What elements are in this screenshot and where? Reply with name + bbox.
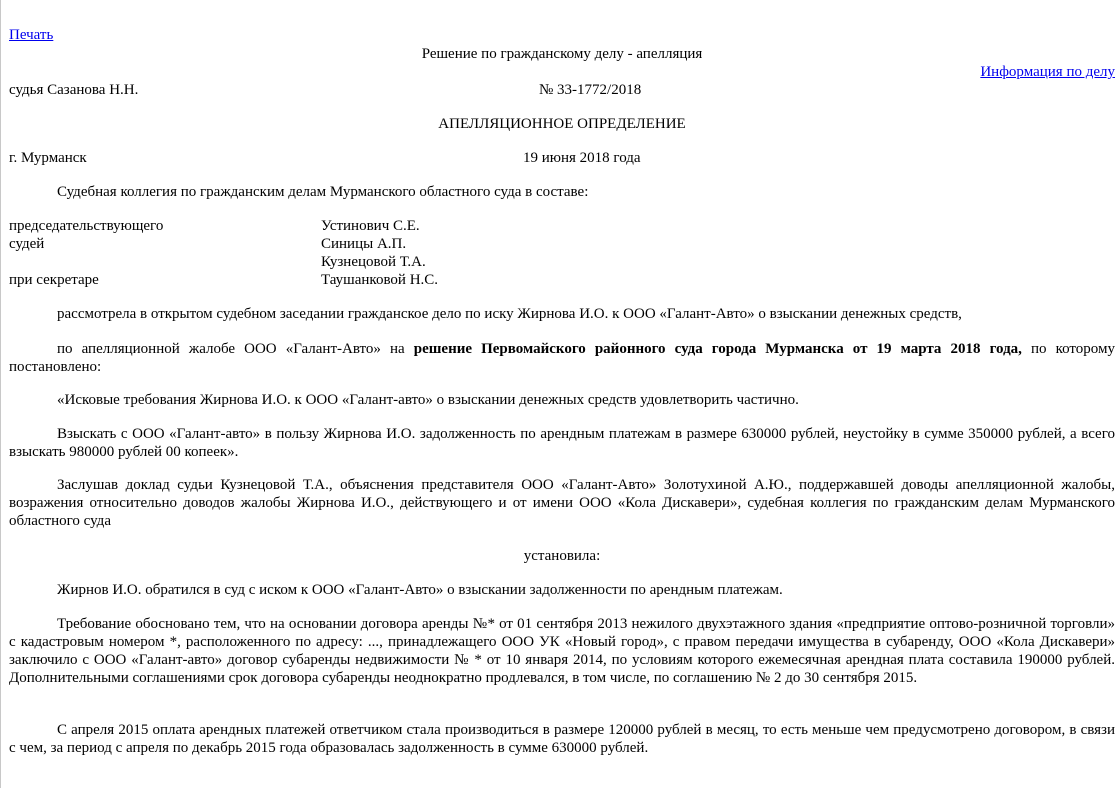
paragraph-debt: С апреля 2015 оплата арендных платежей ответчиком стала производиться в размере 120000 рублей в месяц, то есть меньше чем предусмотрено договором, в связи с чем, за период с апреля по декабрь 2015 года образовалась задолженность в сумме 630000 рублей. (9, 722, 1115, 756)
paragraph-grounds: Требование обосновано тем, что на основании договора аренды №* от 01 сентября 2013 нежилого двухэтажного здания «предприятие оптово-розничной торговли» с кадастровым номером *, расположенного по адресу: ..., принадлежащего ООО УК «Новый город», с правом передачи имущества в субаренду, ООО «Кола Дискавери» заключило с ООО «Галант-авто» договор субаренды недвижимости № * от 10 января 2014, по условиям которого ежемесячная арендная плата составила 190000 рублей. Дополнительными соглашениями срок договора субаренды неоднократно продлевался, в том числе, по соглашению № 2 до 30 сентября 2015. (9, 616, 1115, 686)
paragraph-recovery: Взыскать с ООО «Галант-авто» в пользу Жирнова И.О. задолженность по арендным платежам в размере 630000 рублей, неустойку в сумме 350000 рублей, а всего взыскать 980000 рублей 00 копеек». (9, 426, 1115, 460)
judge-name: судья Сазанова Н.Н. (9, 82, 139, 98)
paragraph-appeal (9, 340, 1115, 376)
appeal-text-end: по которому постановлено: (9, 341, 1115, 375)
decision-date: 19 июня 2018 года (523, 150, 641, 166)
paragraph-claims: «Исковые требования Жирнова И.О. к ООО «Галант-авто» о взыскании денежных средств удовлетворить частично. (57, 392, 799, 408)
composition-name-judge-1: Синицы А.П. (321, 236, 407, 252)
print-link[interactable]: Печать (9, 27, 54, 43)
composition-role-secretary: при секретаре (9, 272, 99, 288)
paragraph-lawsuit: Жирнов И.О. обратился в суд с иском к ООО «Галант-Авто» о взыскании задолженности по арендным платежам. (57, 582, 783, 598)
case-info-link[interactable]: Информация по делу (980, 64, 1115, 80)
composition-name-judge-2: Кузнецовой Т.А. (321, 254, 426, 270)
composition-role-presiding: председательствующего (9, 218, 164, 234)
document-type-heading: АПЕЛЛЯЦИОННОЕ ОПРЕДЕЛЕНИЕ (438, 116, 686, 132)
paragraph-hearing: Заслушав доклад судьи Кузнецовой Т.А., объяснения представителя ООО «Галант-Авто» Золотухиной А.Ю., поддержавшей доводы апелляционной жалобы, возражения относительно доводов жалобы Жирнова И.О., действующего и от имени ООО «Кола Дискавери», судебная коллегия по гражданским делам Мурманского областного суда (9, 477, 1115, 529)
appeal-text-start: по апелляционной жалобе ООО «Галант-Авто» на (57, 341, 414, 357)
established-heading: установила: (523, 548, 601, 564)
city: г. Мурманск (9, 150, 87, 166)
composition-role-judges: судей (9, 236, 45, 252)
page-left-border (0, 0, 1, 788)
composition-name-presiding: Устинович С.Е. (321, 218, 420, 234)
composition-intro: Судебная коллегия по гражданским делам Мурманского областного суда в составе: (57, 184, 589, 200)
case-number: № 33-1772/2018 (539, 82, 642, 98)
composition-name-secretary: Таушанковой Н.С. (321, 272, 439, 288)
document-title: Решение по гражданскому делу - апелляция (421, 46, 703, 62)
paragraph-case-considered: рассмотрела в открытом судебном заседании гражданское дело по иску Жирнова И.О. к ООО «Галант-Авто» о взыскании денежных средств, (57, 306, 962, 322)
appeal-text-bold: решение Первомайского районного суда города Мурманска от 19 марта 2018 года, (413, 341, 1022, 357)
